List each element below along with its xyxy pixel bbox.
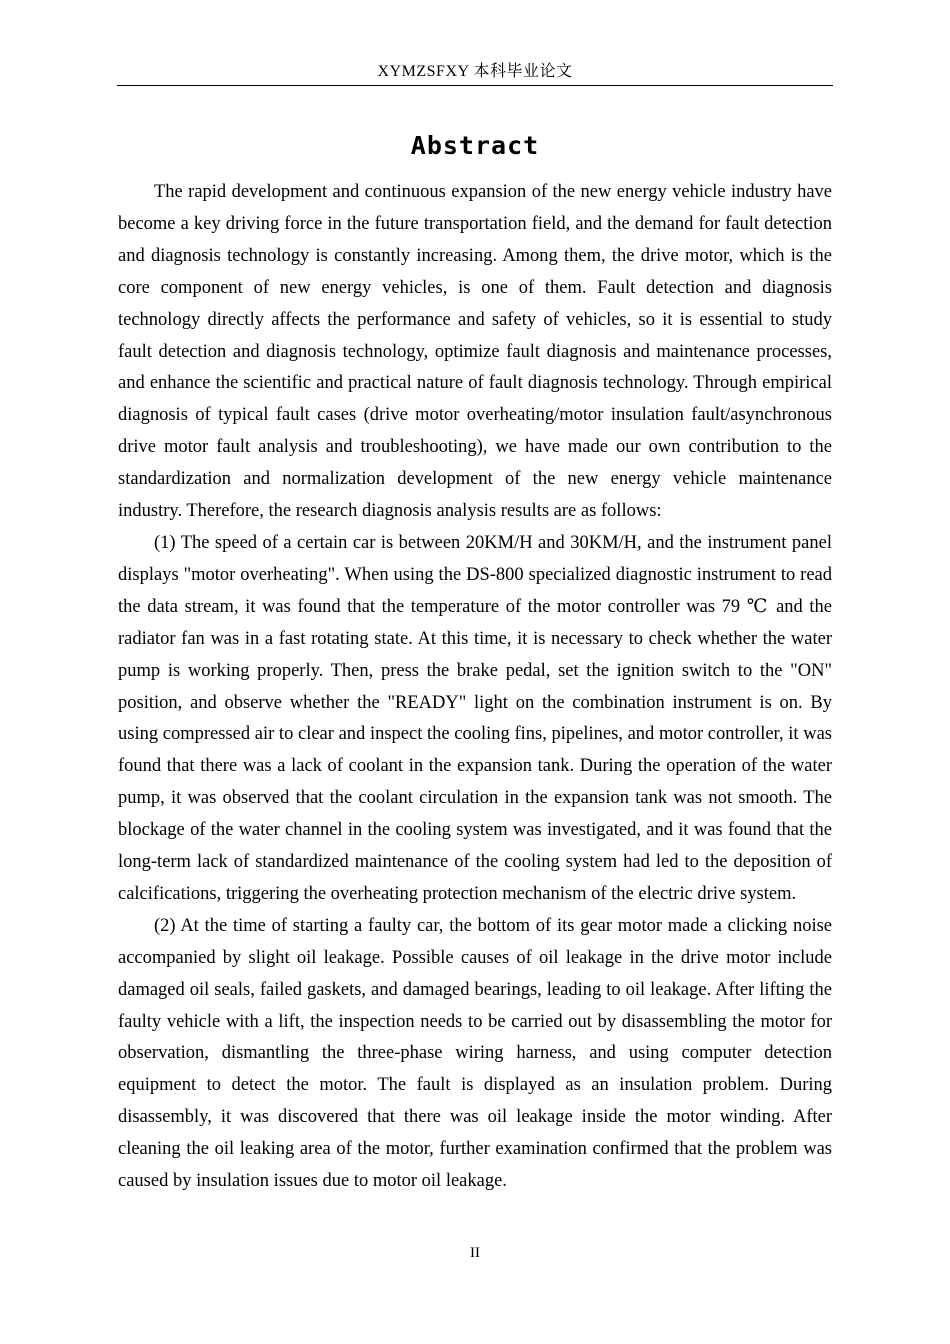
page-number: II	[470, 1245, 480, 1261]
page-title: Abstract	[410, 131, 540, 160]
paragraph-intro: The rapid development and continuous expansion of the new energy vehicle industry have become a key driving force in the future transportation field, and the demand for fault detection and diagnosis technology is constantly increasing. Among them, the drive motor, which is the core component of new energy vehicles, is one of them. Fault detection and diagnosis technology directly affects the performance and safety of vehicles, so it is essential to study fault detection and diagnosis technology, optimize fault diagnosis and maintenance processes, and enhance the scientific and practical nature of fault diagnosis technology. Through empirical diagnosis of typical fault cases (drive motor overheating/motor insulation fault/asynchronous drive motor fault analysis and troubleshooting), we have made our own contribution to the standardization and normalization development of the new energy vehicle maintenance industry. Therefore, the research diagnosis analysis results are as follows:	[118, 182, 832, 522]
page-header-rule	[117, 0, 833, 86]
paragraph-case-2: (2) At the time of starting a faulty car, the bottom of its gear motor made a clicking noise accompanied by slight oil leakage. Possible causes of oil leakage in the drive motor include damaged oil seals, failed gaskets, and damaged bearings, leading to oil leakage. After lifting the faulty vehicle with a lift, the inspection needs to be carried out by disassembling the motor for observation, dismantling the three-phase wiring harness, and using computer detection equipment to detect the motor. The fault is displayed as an insulation problem. During disassembly, it was discovered that there was oil leakage inside the motor winding. After cleaning the oil leaking area of the motor, further examination confirmed that the problem was caused by insulation issues due to motor oil leakage.	[118, 915, 832, 1192]
running-head-text: XYMZSFXY 本科毕业论文	[377, 63, 573, 80]
page-footer	[0, 1245, 950, 1262]
document-body	[118, 177, 832, 1198]
paragraph-case-1: (1) The speed of a certain car is between 20KM/H and 30KM/H, and the instrument panel displays "motor overheating". When using the DS-800 specialized diagnostic instrument to read the data stream, it was found that the temperature of the motor controller was 79 ℃ and the radiator fan was in a fast rotating state. At this time, it is necessary to check whether the water pump is working properly. Then, press the brake pedal, set the ignition switch to the "ON" position, and observe whether the "READY" light on the combination instrument is on. By using compressed air to clear and inspect the cooling fins, pipelines, and motor controller, it was found that there was a lack of coolant in the expansion tank. During the operation of the water pump, it was observed that the coolant circulation in the expansion tank was not smooth. The blockage of the water channel in the cooling system was investigated, and it was found that the long-term lack of standardized maintenance of the cooling system had led to the deposition of calcifications, triggering the overheating protection mechanism of the electric drive system.	[118, 532, 832, 904]
